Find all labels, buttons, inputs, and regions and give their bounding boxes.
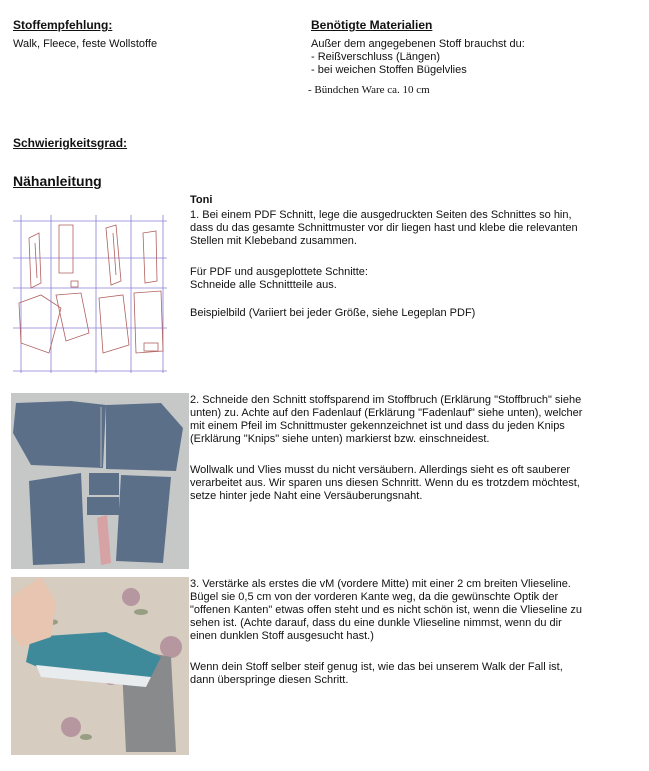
step2-line: Wollwalk und Vlies musst du nicht versäubern. Allerdings sieht es oft sauberer: [190, 464, 571, 476]
step3-line: Bügel sie 0,5 cm von der vorderen Kante weg, da die gewünschte Optik der: [190, 591, 559, 603]
pattern-grid-illustration: [11, 213, 167, 375]
cut-fabric-photo: [11, 393, 189, 569]
pattern-layout-image: [11, 213, 167, 375]
ironing-illustration: [11, 577, 189, 755]
instructions-heading: Nähanleitung: [13, 173, 102, 189]
step1-text-2: [190, 266, 368, 292]
difficulty-heading: Schwierigkeitsgrad:: [13, 136, 128, 150]
step3-line: 3. Verstärke als erstes die vM (vordere Mitte) mit einer 2 cm breiten Vlieseline.: [190, 578, 571, 590]
step2-text: [190, 394, 582, 446]
materials-item: - Reißverschluss (Längen): [311, 51, 440, 63]
step3-line: dann überspringe diesen Schritt.: [190, 674, 349, 686]
fabric-heading: Stoffempfehlung:: [13, 18, 113, 32]
step2-line: unten) zu. Achte auf den Fadenlauf (Erklärung "Fadenlauf" siehe unten), welcher: [190, 407, 583, 419]
step2-line: (Erklärung "Knips" siehe unten) markierst bzw. einschneidest.: [190, 433, 490, 445]
materials-extra: - Bündchen Ware ca. 10 cm: [308, 84, 430, 96]
step2-text-2: [190, 464, 580, 503]
fabric-text: Walk, Fleece, feste Wollstoffe: [13, 38, 158, 50]
step1-line: 1. Bei einem PDF Schnitt, lege die ausgedruckten Seiten des Schnittes so hin,: [190, 209, 572, 221]
step3-text-2: [190, 661, 563, 687]
step3-line: "offenen Kanten" etwas offen steht und es nicht schön ist, wenn die Vlieseline zu: [190, 604, 583, 616]
step2-line: mit einem Pfeil im Schnittmuster gekennzeichnet ist und dass du jeden Knips: [190, 420, 565, 432]
ironing-photo: [11, 577, 189, 755]
step1-text: [190, 209, 578, 248]
step1-example-caption: Beispielbild (Variiert bei jeder Größe, siehe Legeplan PDF): [190, 307, 476, 319]
step1-line: Für PDF und ausgeplottete Schnitte:: [190, 266, 368, 278]
step3-line: einen dunklen Stoff ausgesucht hast.): [190, 630, 374, 642]
step3-text: [190, 578, 582, 643]
fabric-pieces-illustration: [11, 393, 189, 569]
materials-heading: Benötigte Materialien: [311, 18, 433, 32]
step2-line: verarbeitet aus. Wir sparen uns diesen Schnritt. Wenn du es trotzdem möchtest,: [190, 477, 580, 489]
step2-line: 2. Schneide den Schnitt stoffsparend im Stoffbruch (Erklärung "Stoffbruch" siehe: [190, 394, 582, 406]
step1-line: dass du das gesamte Schnittmuster vor dir liegen hast und klebe die relevanten: [190, 222, 578, 234]
step3-line: Wenn dein Stoff selber steif genug ist, wie das bei unserem Walk der Fall ist,: [190, 661, 563, 673]
materials-item: - bei weichen Stoffen Bügelvlies: [311, 64, 467, 76]
author-name: Toni: [190, 194, 213, 206]
step2-line: setze hinter jede Naht eine Versäuberungsnaht.: [190, 490, 423, 502]
materials-intro: Außer dem angegebenen Stoff brauchst du:: [311, 38, 525, 50]
step1-line: Schneide alle Schnittteile aus.: [190, 279, 337, 291]
step1-line: Stellen mit Klebeband zusammen.: [190, 235, 357, 247]
step3-line: sehen ist. (Achte darauf, dass du eine dunkle Vlieseline nimmst, wenn du dir: [190, 617, 562, 629]
